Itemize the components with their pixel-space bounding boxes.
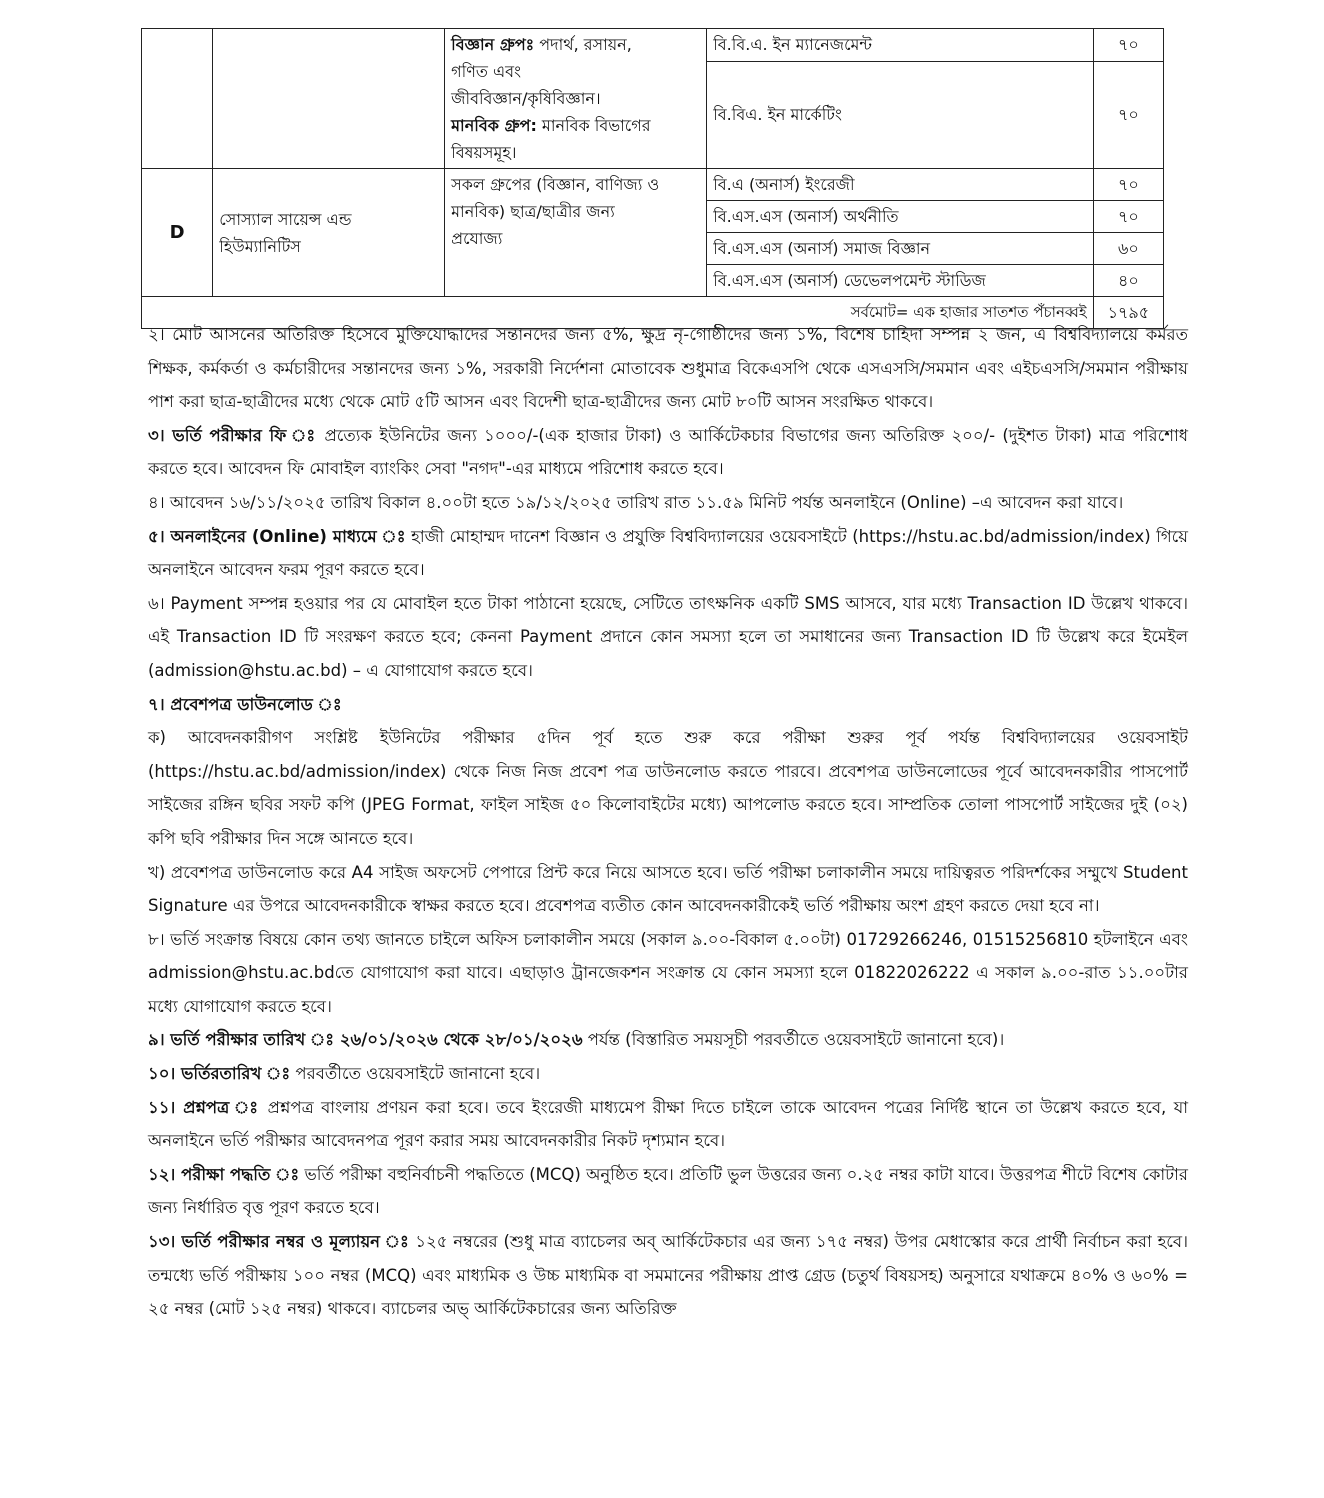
table-row — [142, 29, 1164, 62]
seat-table-body — [142, 29, 1164, 329]
total-label: সর্বমোট= এক হাজার সাতশত পঁচানব্বই — [142, 297, 1094, 329]
paragraph-lead: ১৩। ভর্তি পরীক্ষার নম্বর ও মূল্যায়ন ঃ — [148, 1232, 410, 1252]
paragraph-2 — [148, 318, 1188, 419]
requirement-line — [451, 139, 700, 166]
paragraph-text: খ) প্রবেশপত্র ডাউনলোড করে A4 সাইজ অফসেট পেপারে প্রিন্ট করে নিয়ে আসতে হবে। ভর্তি পরীক্ষা চলাকালীন সময়ে দায়িত্বরত পরিদর্শকের সম্মুখে Student Signature এর উপরে আবেদনকারীকে স্বাক্ষর করতে হবে। প্রবেশপত্র ব্যতীত কোন আবেদনকারীকেই ভর্তি পরীক্ষায় অংশ গ্রহণ করতে দেয়া হবে না। — [148, 862, 1188, 916]
paragraph-7b — [148, 856, 1188, 923]
paragraph-12 — [148, 1158, 1188, 1225]
subject-cell: বি.এস.এস (অনার্স) অর্থনীতি — [707, 201, 1094, 233]
requirement-text: পদার্থ, রসায়ন, — [534, 35, 632, 54]
paragraph-text: ২। মোট আসনের অতিরিক্ত হিসেবে মুক্তিযোদ্ধাদের সন্তানদের জন্য ৫%, ক্ষুদ্র নৃ-গোষ্ঠীদের জন্য ১%, বিশেষ চাহিদা সম্পন্ন ২ জন, এ বিশ্ববিদ্যালয়ে কর্মরত শিক্ষক, কর্মকর্তা ও কর্মচারীদের সন্তানদের জন্য ১%, সরকারী নির্দেশনা মোতাবেক শুধুমাত্র বিকেএসপি থেকে এসএসসি/সমমান এবং এইচএসসি/সমমান পরীক্ষায় পাশ করা ছাত্র-ছাত্রীদের মধ্যে থেকে মোট ৫টি আসন এবং বিদেশী ছাত্র-ছাত্রীদের জন্য মোট ৮০টি আসন সংরক্ষিত থাকবে। — [148, 325, 1188, 412]
requirement-cell — [445, 29, 707, 169]
seat-cell: ৭০ — [1093, 201, 1163, 233]
paragraph-8 — [148, 923, 1188, 1024]
requirement-line — [451, 85, 700, 112]
paragraph-11 — [148, 1091, 1188, 1158]
paragraph-3 — [148, 419, 1188, 486]
requirement-line — [451, 112, 700, 139]
paragraph-6 — [148, 587, 1188, 688]
subject-cell: বি.এ (অনার্স) ইংরেজী — [707, 169, 1094, 201]
requirement-line — [451, 225, 700, 252]
requirement-text: সকল গ্রুপের (বিজ্ঞান, বাণিজ্য ও — [451, 175, 660, 194]
paragraph-text: প্রত্যেক ইউনিটের জন্য ১০০০/-(এক হাজার টাকা) ও আর্কিটেকচার বিভাগের জন্য অতিরিক্ত ২০০/- (দুইশত টাকা) মাত্র পরিশোধ করতে হবে। আবেদন ফি মোবাইল ব্যাংকিং সেবা "নগদ"-এর মাধ্যমে পরিশোধ করতে হবে। — [148, 425, 1189, 479]
requirement-line — [451, 171, 700, 198]
subject-cell: বি.এস.এস (অনার্স) সমাজ বিজ্ঞান — [707, 233, 1094, 265]
body-text — [148, 318, 1188, 1326]
paragraph-text: ভর্তি পরীক্ষা বহুনির্বাচনী পদ্ধতিতে (MCQ) অনুষ্ঠিত হবে। প্রতিটি ভুল উত্তরের জন্য ০.২৫ নম্বর কাটা যাবে। উত্তরপত্র শীটে বিশেষ কোটার জন্য নির্ধারিত বৃত্ত পূরণ করতে হবে। — [148, 1164, 1188, 1218]
paragraph-9 — [148, 1023, 1188, 1057]
requirement-text: মানবিক) ছাত্র/ছাত্রীর জন্য — [451, 202, 615, 221]
seat-cell: ৭০ — [1093, 169, 1163, 201]
paragraph-lead: ৫। অনলাইনের (Online) মাধ্যমে ঃ — [148, 526, 406, 546]
unit-cell: D — [142, 169, 213, 297]
paragraph-lead: ১০। ভর্তিরতারিখ ঃ — [148, 1064, 291, 1084]
requirement-text: বিষয়সমূহ। — [451, 143, 517, 162]
requirement-text: প্রযোজ্য — [451, 229, 503, 248]
seat-cell: ৬০ — [1093, 233, 1163, 265]
total-value: ১৭৯৫ — [1093, 297, 1163, 329]
paragraph-text: হাজী মোহাম্মদ দানেশ বিজ্ঞান ও প্রযুক্তি বিশ্ববিদ্যালয়ের ওয়েবসাইটে (https://hstu.ac.bd/admission/index) গিয়ে অনলাইনে আবেদন ফরম পূরণ করতে হবে। — [148, 526, 1188, 580]
faculty-cell: সোস্যাল সায়েন্স এন্ড হিউম্যানিটিস — [213, 169, 445, 297]
paragraph-lead: ৭। প্রবেশপত্র ডাউনলোড ঃ — [148, 694, 342, 714]
paragraph-lead: ৩। ভর্তি পরীক্ষার ফি ঃ — [148, 425, 318, 445]
requirement-bold: বিজ্ঞান গ্রুপঃ — [451, 35, 535, 54]
requirement-text: মানবিক বিভাগের — [536, 116, 651, 135]
paragraph-lead: ৯। ভর্তি পরীক্ষার তারিখ ঃ ২৬/০১/২০২৬ থেকে ২৮/০১/২০২৬ — [148, 1030, 583, 1050]
paragraph-lead: ১১। প্রশ্নপত্র ঃ — [148, 1097, 261, 1117]
paragraph-text: ক) আবেদনকারীগণ সংশ্লিষ্ট ইউনিটের পরীক্ষার ৫দিন পূর্ব হতে শুরু করে পরীক্ষা শুরুর পূর্ব পর্যন্ত বিশ্ববিদ্যালয়ের ওয়েবসাইট (https://hstu.ac.bd/admission/index) থেকে নিজ নিজ প্রবেশ পত্র ডাউনলোড করতে পারবে। প্রবেশপত্র ডাউনলোডের পূর্বে আবেদনকারীর পাসপোর্ট সাইজের রঙ্গিন ছবির সফট কপি (JPEG Format, ফাইল সাইজ ৫০ কিলোবাইটের মধ্যে) আপলোড করতে হবে। সাম্প্রতিক তোলা পাসপোর্ট সাইজের দুই (০২) কপি ছবি পরীক্ষার দিন সঙ্গে আনতে হবে। — [148, 728, 1188, 848]
paragraph-text: পরবর্তীতে ওয়েবসাইটে জানানো হবে। — [290, 1064, 541, 1084]
paragraph-text: ১২৫ নম্বরের (শুধু মাত্র ব্যাচেলর অব্ আর্কিটেকচার এর জন্য ১৭৫ নম্বর) উপর মেধাস্কোর করে প্রার্থী নির্বাচন করা হবে। তন্মধ্যে ভর্তি পরীক্ষায় ১০০ নম্বর (MCQ) এবং মাধ্যমিক ও উচ্চ মাধ্যমিক বা সমমানের পরীক্ষায় প্রাপ্ত গ্রেড (চতুর্থ বিষয়সহ) অনুসারে যথাক্রমে ৪০% ও ৬০% = ২৫ নম্বর (মোট ১২৫ নম্বর) থাকবে। ব্যাচেলর অভ্ আর্কিটেকচারের জন্য অতিরিক্ত — [148, 1232, 1188, 1319]
paragraph-4 — [148, 486, 1188, 520]
table-row — [142, 169, 1164, 201]
paragraph-lead: ১২। পরীক্ষা পদ্ধতি ঃ — [148, 1164, 300, 1184]
paragraph-text: পর্যন্ত (বিস্তারিত সময়সূচী পরবর্তীতে ওয়েবসাইটে জানানো হবে)। — [582, 1030, 1005, 1050]
paragraph-5 — [148, 520, 1188, 587]
requirement-cell — [445, 169, 707, 297]
requirement-bold: মানবিক গ্রুপ: — [451, 116, 537, 135]
requirement-text: গণিত এবং — [451, 62, 521, 81]
subject-cell: বি.এস.এস (অনার্স) ডেভেলপমেন্ট স্টাডিজ — [707, 265, 1094, 297]
seat-cell: ৪০ — [1093, 265, 1163, 297]
paragraph-13 — [148, 1225, 1188, 1326]
subject-cell: বি.বি.এ. ইন ম্যানেজমেন্ট — [707, 29, 1094, 62]
paragraph-7a — [148, 721, 1188, 855]
paragraph-text: ৮। ভর্তি সংক্রান্ত বিষয়ে কোন তথ্য জানতে চাইলে অফিস চলাকালীন সময়ে (সকাল ৯.০০-বিকাল ৫.০০টা) 01729266246, 01515256810 হটলাইনে এবং admission@hstu.ac.bdতে যোগাযোগ করা যাবে। এছাড়াও ট্রানজেকশন সংক্রান্ত যে কোন সমস্যা হলে 01822026222 এ সকাল ৯.০০-রাত ১১.০০টার মধ্যে যোগাযোগ করতে হবে। — [148, 929, 1188, 1016]
unit-cell — [142, 29, 213, 169]
paragraph-10 — [148, 1057, 1188, 1091]
faculty-cell — [213, 29, 445, 169]
requirement-text: জীববিজ্ঞান/কৃষিবিজ্ঞান। — [451, 89, 601, 108]
seat-cell: ৭০ — [1093, 61, 1163, 168]
requirement-line — [451, 31, 700, 58]
subject-cell: বি.বিএ. ইন মার্কেটিং — [707, 61, 1094, 168]
paragraph-text: ৪। আবেদন ১৬/১১/২০২৫ তারিখ বিকাল ৪.০০টা হতে ১৯/১২/২০২৫ তারিখ রাত ১১.৫৯ মিনিট পর্যন্ত অনলাইনে (Online) –এ আবেদন করা যাবে। — [148, 492, 1124, 512]
paragraph-7 — [148, 688, 1188, 722]
seat-cell: ৭০ — [1093, 29, 1163, 62]
requirement-line — [451, 198, 700, 225]
requirement-line — [451, 58, 700, 85]
seat-table — [141, 28, 1164, 329]
paragraph-text: প্রশ্নপত্র বাংলায় প্রণয়ন করা হবে। তবে ইংরেজী মাধ্যমেপ রীক্ষা দিতে চাইলে তাকে আবেদন পত্রের নির্দিষ্ট স্থানে তা উল্লেখ করতে হবে, যা অনলাইনে ভর্তি পরীক্ষার আবেদনপত্র পূরণ করার সময় আবেদনকারীর নিকট দৃশ্যমান হবে। — [148, 1097, 1188, 1151]
paragraph-text: ৬। Payment সম্পন্ন হওয়ার পর যে মোবাইল হতে টাকা পাঠানো হয়েছে, সেটিতে তাৎক্ষনিক একটি SMS আসবে, যার মধ্যে Transaction ID উল্লেখ থাকবে। এই Transaction ID টি সংরক্ষণ করতে হবে; কেননা Payment প্রদানে কোন সমস্যা হলে তা সমাধানের জন্য Transaction ID টি উল্লেখ করে ইমেইল (admission@hstu.ac.bd) – এ যোগাযোগ করতে হবে। — [148, 593, 1188, 680]
